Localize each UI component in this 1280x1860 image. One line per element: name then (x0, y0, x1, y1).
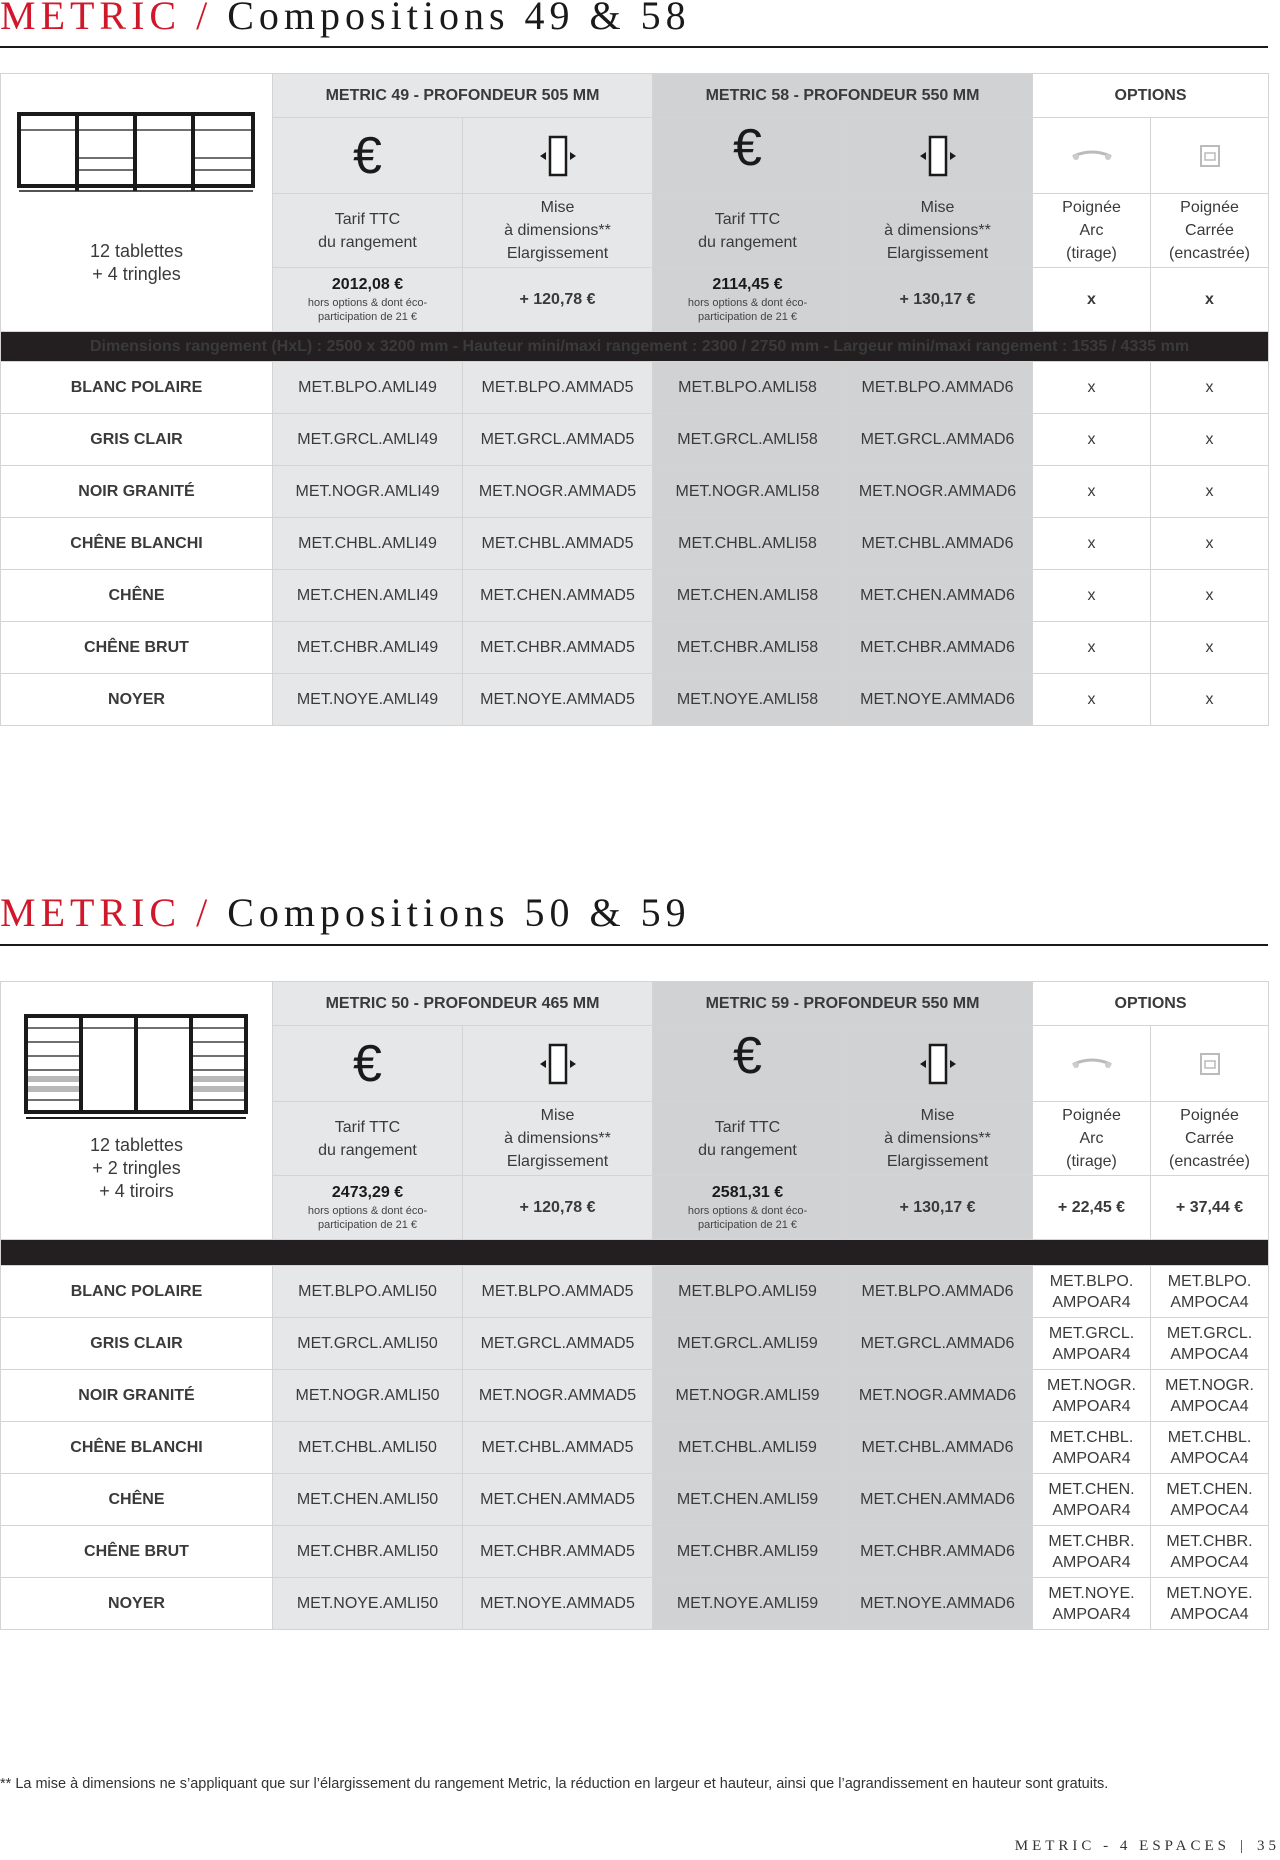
folio (1015, 1838, 1280, 1855)
ref-mise-a: MET.GRCL.AMMAD5 (463, 414, 653, 466)
table-row (1, 622, 1269, 674)
price-value: 2581,31 € (711, 1183, 784, 1201)
tarif-label (273, 194, 463, 268)
ref-tarif-b: MET.CHBL.AMLI59 (653, 1422, 843, 1474)
option-label-line: (encastrée) (1169, 245, 1250, 262)
mise-label-line: à dimensions** (504, 1130, 611, 1147)
ref-option-carree: x (1151, 570, 1269, 622)
ref-mise-a: MET.CHBL.AMMAD5 (463, 518, 653, 570)
option-label-line: Carrée (1185, 1130, 1234, 1147)
title-separator: / (196, 0, 213, 38)
price-note: hors options & dont éco-participation de 21 € (687, 296, 808, 323)
mise-label (843, 194, 1033, 268)
ref-mise-b: MET.CHBR.AMMAD6 (843, 1526, 1033, 1578)
finish-name: CHÊNE BRUT (1, 622, 273, 674)
ref-option-carree: x (1151, 414, 1269, 466)
tarif-label-line: du rangement (698, 233, 797, 251)
ref-mise-a: MET.NOYE.AMMAD5 (463, 674, 653, 726)
ref-option-arc: MET.NOYE. AMPOAR4 (1033, 1578, 1151, 1630)
ref-mise-a: MET.NOGR.AMMAD5 (463, 466, 653, 518)
mise-label-line: Elargissement (506, 245, 609, 262)
title-separator: / (196, 890, 213, 935)
resize-icon-cell (843, 118, 1033, 194)
option-carree-label (1151, 194, 1269, 268)
model-b-header: METRIC 59 - PROFONDEUR 550 MM (653, 982, 1033, 1026)
tarif-label-line: Tarif TTC (714, 210, 781, 228)
option-label-line: Poignée (1180, 1107, 1239, 1124)
title-brand: METRIC (0, 890, 182, 935)
ref-mise-b: MET.NOGR.AMMAD6 (843, 466, 1033, 518)
ref-option-carree: x (1151, 466, 1269, 518)
table-row (1, 1266, 1269, 1318)
price-value: 2114,45 € (712, 275, 783, 293)
ref-mise-a: MET.GRCL.AMMAD5 (463, 1318, 653, 1370)
euro-icon-cell (273, 1026, 463, 1102)
resize-icon-cell (463, 1026, 653, 1102)
tarif-label-line: Tarif TTC (714, 1118, 781, 1136)
ref-option-arc: MET.GRCL. AMPOAR4 (1033, 1318, 1151, 1370)
model-a-header: METRIC 50 - PROFONDEUR 465 MM (273, 982, 653, 1026)
table-row (1, 1526, 1269, 1578)
finish-name: CHÊNE (1, 1474, 273, 1526)
section-title (0, 0, 691, 39)
ref-tarif-a: MET.CHBL.AMLI49 (273, 518, 463, 570)
option-arc-label (1033, 1102, 1151, 1176)
ref-mise-a: MET.BLPO.AMMAD5 (463, 1266, 653, 1318)
composition-table (0, 73, 1269, 726)
ref-option-arc: x (1033, 362, 1151, 414)
ref-tarif-a: MET.BLPO.AMLI50 (273, 1266, 463, 1318)
ref-mise-b: MET.NOYE.AMMAD6 (843, 1578, 1033, 1630)
finish-name: CHÊNE BRUT (1, 1526, 273, 1578)
mise-label-line: à dimensions** (884, 1130, 991, 1147)
ref-mise-b: MET.BLPO.AMMAD6 (843, 1266, 1033, 1318)
ref-option-arc: x (1033, 466, 1151, 518)
finish-name: CHÊNE BLANCHI (1, 1422, 273, 1474)
ref-option-carree: MET.NOGR. AMPOCA4 (1151, 1370, 1269, 1422)
option-arc-label (1033, 194, 1151, 268)
wardrobe-diagram-icon (24, 1014, 250, 1120)
ref-mise-a: MET.CHEN.AMMAD5 (463, 1474, 653, 1526)
mise-price: + 130,17 € (843, 268, 1033, 332)
ref-tarif-b: MET.GRCL.AMLI59 (653, 1318, 843, 1370)
tarif-label-line: du rangement (318, 1141, 417, 1159)
dimension-bar (1, 1240, 1269, 1266)
ref-mise-b: MET.GRCL.AMMAD6 (843, 414, 1033, 466)
euro-icon: € (733, 118, 762, 177)
ref-mise-b: MET.CHBL.AMMAD6 (843, 518, 1033, 570)
tarif-label (273, 1102, 463, 1176)
finish-name: NOYER (1, 1578, 273, 1630)
ref-tarif-a: MET.NOGR.AMLI49 (273, 466, 463, 518)
ref-mise-a: MET.CHBR.AMMAD5 (463, 1526, 653, 1578)
tarif-label (653, 1102, 843, 1176)
ref-option-carree: MET.NOYE. AMPOCA4 (1151, 1578, 1269, 1630)
ref-mise-b: MET.NOGR.AMMAD6 (843, 1370, 1033, 1422)
option-label-line: Arc (1079, 1130, 1104, 1147)
ref-option-arc: MET.CHEN. AMPOAR4 (1033, 1474, 1151, 1526)
table-row (1, 1318, 1269, 1370)
ref-option-arc: x (1033, 518, 1151, 570)
composition-label (1, 1134, 272, 1203)
ref-tarif-a: MET.NOGR.AMLI50 (273, 1370, 463, 1422)
ref-mise-a: MET.CHEN.AMMAD5 (463, 570, 653, 622)
option-label-line: Poignée (1180, 199, 1239, 216)
option-label-line: Carrée (1185, 222, 1234, 239)
mise-label-line: Mise (540, 199, 575, 216)
ref-tarif-a: MET.CHBR.AMLI49 (273, 622, 463, 674)
handle-square-icon-cell (1151, 118, 1269, 194)
ref-mise-b: MET.CHEN.AMMAD6 (843, 1474, 1033, 1526)
tarif-label (653, 194, 843, 268)
tarif-label-line: Tarif TTC (334, 1118, 401, 1136)
ref-tarif-a: MET.BLPO.AMLI49 (273, 362, 463, 414)
table-row (1, 570, 1269, 622)
handle-square-icon-cell (1151, 1026, 1269, 1102)
ref-option-carree: MET.CHBR. AMPOCA4 (1151, 1526, 1269, 1578)
price-note: hors options & dont éco-participation de 21 € (687, 1204, 808, 1231)
euro-icon-cell (273, 118, 463, 194)
ref-mise-b: MET.GRCL.AMMAD6 (843, 1318, 1033, 1370)
ref-mise-a: MET.NOGR.AMMAD5 (463, 1370, 653, 1422)
title-rule (0, 46, 1268, 48)
handle-arc-icon (1070, 1054, 1114, 1074)
ref-option-arc: MET.CHBR. AMPOAR4 (1033, 1526, 1151, 1578)
mise-label-line: Elargissement (506, 1153, 609, 1170)
table-row (1, 518, 1269, 570)
handle-arc-icon-cell (1033, 1026, 1151, 1102)
option-arc-price: x (1033, 268, 1151, 332)
composition-line: 12 tablettes (89, 241, 184, 261)
ref-tarif-b: MET.NOGR.AMLI58 (653, 466, 843, 518)
resize-door-icon (916, 1042, 960, 1086)
ref-tarif-a: MET.CHEN.AMLI49 (273, 570, 463, 622)
ref-mise-a: MET.NOYE.AMMAD5 (463, 1578, 653, 1630)
price-note: hors options & dont éco-participation de 21 € (307, 1204, 428, 1231)
ref-mise-b: MET.NOYE.AMMAD6 (843, 674, 1033, 726)
composition-label (1, 240, 272, 286)
ref-option-carree: x (1151, 362, 1269, 414)
ref-option-carree: x (1151, 674, 1269, 726)
mise-label-line: Elargissement (886, 1153, 989, 1170)
finish-name: NOYER (1, 674, 273, 726)
option-label-line: (tirage) (1066, 1153, 1117, 1170)
option-label-line: Poignée (1062, 199, 1121, 216)
ref-tarif-b: MET.BLPO.AMLI58 (653, 362, 843, 414)
handle-square-icon (1199, 1052, 1221, 1076)
ref-option-arc: x (1033, 570, 1151, 622)
ref-tarif-a: MET.NOYE.AMLI49 (273, 674, 463, 726)
ref-mise-a: MET.CHBR.AMMAD5 (463, 622, 653, 674)
euro-icon: € (353, 126, 382, 185)
title-brand: METRIC (0, 0, 182, 38)
price-note: hors options & dont éco-participation de 21 € (307, 296, 428, 323)
options-header: OPTIONS (1033, 982, 1269, 1026)
option-carree-price: x (1151, 268, 1269, 332)
table-row (1, 1578, 1269, 1630)
resize-icon-cell (463, 118, 653, 194)
ref-tarif-a: MET.CHEN.AMLI50 (273, 1474, 463, 1526)
ref-mise-a: MET.CHBL.AMMAD5 (463, 1422, 653, 1474)
ref-tarif-a: MET.CHBL.AMLI50 (273, 1422, 463, 1474)
section-title (0, 889, 691, 936)
ref-tarif-a: MET.NOYE.AMLI50 (273, 1578, 463, 1630)
ref-option-carree: MET.CHEN. AMPOCA4 (1151, 1474, 1269, 1526)
mise-label-line: Mise (920, 199, 955, 216)
mise-label-line: Mise (540, 1107, 575, 1124)
mise-label-line: Elargissement (886, 245, 989, 262)
handle-arc-icon-cell (1033, 118, 1151, 194)
title-text: Compositions 49 & 58 (227, 0, 691, 38)
page-number: 35 (1257, 1838, 1280, 1854)
ref-tarif-b: MET.NOYE.AMLI58 (653, 674, 843, 726)
option-carree-label (1151, 1102, 1269, 1176)
price-value: 2473,29 € (331, 1183, 404, 1201)
title-text: Compositions 50 & 59 (227, 890, 691, 935)
mise-label-line: à dimensions** (884, 222, 991, 239)
table-row (1, 466, 1269, 518)
price-cell (273, 268, 463, 332)
ref-option-carree: x (1151, 622, 1269, 674)
price-cell (273, 1176, 463, 1240)
euro-icon: € (353, 1034, 382, 1093)
ref-option-arc: x (1033, 414, 1151, 466)
ref-tarif-b: MET.NOGR.AMLI59 (653, 1370, 843, 1422)
composition-line: 12 tablettes (89, 1135, 184, 1155)
mise-label (463, 1102, 653, 1176)
price-cell (653, 268, 843, 332)
table-row (1, 1474, 1269, 1526)
option-label-line: (tirage) (1066, 245, 1117, 262)
ref-option-carree: MET.GRCL. AMPOCA4 (1151, 1318, 1269, 1370)
table-row (1, 362, 1269, 414)
composition-cell (1, 982, 273, 1240)
composition-cell (1, 74, 273, 332)
ref-option-carree: MET.BLPO. AMPOCA4 (1151, 1266, 1269, 1318)
folio-separator: | (1239, 1838, 1247, 1854)
mise-label-line: Mise (920, 1107, 955, 1124)
composition-line: + 4 tringles (92, 264, 181, 284)
wardrobe-diagram-icon (17, 112, 257, 222)
ref-option-arc: MET.NOGR. AMPOAR4 (1033, 1370, 1151, 1422)
mise-price: + 130,17 € (843, 1176, 1033, 1240)
finish-name: GRIS CLAIR (1, 414, 273, 466)
options-header: OPTIONS (1033, 74, 1269, 118)
table-row (1, 414, 1269, 466)
ref-mise-b: MET.CHBR.AMMAD6 (843, 622, 1033, 674)
mise-label (843, 1102, 1033, 1176)
resize-icon-cell (843, 1026, 1033, 1102)
composition-line: + 2 tringles (92, 1158, 181, 1178)
mise-price: + 120,78 € (463, 1176, 653, 1240)
ref-option-carree: MET.CHBL. AMPOCA4 (1151, 1422, 1269, 1474)
finish-name: CHÊNE (1, 570, 273, 622)
price-value: 2012,08 € (331, 275, 404, 293)
ref-tarif-b: MET.CHEN.AMLI59 (653, 1474, 843, 1526)
euro-icon-cell (653, 118, 843, 194)
tarif-label-line: du rangement (318, 233, 417, 251)
option-label-line: Poignée (1062, 1107, 1121, 1124)
tarif-label-line: Tarif TTC (334, 210, 401, 228)
composition-line: + 4 tiroirs (99, 1181, 174, 1201)
resize-door-icon (536, 1042, 580, 1086)
ref-tarif-a: MET.GRCL.AMLI49 (273, 414, 463, 466)
resize-door-icon (916, 134, 960, 178)
ref-option-arc: MET.CHBL. AMPOAR4 (1033, 1422, 1151, 1474)
finish-name: NOIR GRANITÉ (1, 1370, 273, 1422)
finish-name: GRIS CLAIR (1, 1318, 273, 1370)
ref-mise-b: MET.CHEN.AMMAD6 (843, 570, 1033, 622)
model-b-header: METRIC 58 - PROFONDEUR 550 MM (653, 74, 1033, 118)
table-row (1, 674, 1269, 726)
ref-tarif-b: MET.CHBL.AMLI58 (653, 518, 843, 570)
ref-tarif-b: MET.CHBR.AMLI58 (653, 622, 843, 674)
euro-icon: € (733, 1026, 762, 1085)
option-label-line: Arc (1079, 222, 1104, 239)
folio-label: METRIC - 4 ESPACES (1014, 1838, 1230, 1854)
ref-tarif-b: MET.NOYE.AMLI59 (653, 1578, 843, 1630)
handle-arc-icon (1070, 146, 1114, 166)
option-carree-price: + 37,44 € (1151, 1176, 1269, 1240)
ref-option-arc: MET.BLPO. AMPOAR4 (1033, 1266, 1151, 1318)
ref-tarif-b: MET.GRCL.AMLI58 (653, 414, 843, 466)
ref-option-arc: x (1033, 622, 1151, 674)
resize-door-icon (536, 134, 580, 178)
ref-tarif-b: MET.CHEN.AMLI58 (653, 570, 843, 622)
mise-price: + 120,78 € (463, 268, 653, 332)
composition-table (0, 981, 1269, 1630)
finish-name: CHÊNE BLANCHI (1, 518, 273, 570)
ref-tarif-b: MET.CHBR.AMLI59 (653, 1526, 843, 1578)
ref-mise-b: MET.CHBL.AMMAD6 (843, 1422, 1033, 1474)
finish-name: BLANC POLAIRE (1, 362, 273, 414)
ref-mise-a: MET.BLPO.AMMAD5 (463, 362, 653, 414)
table-row (1, 1370, 1269, 1422)
ref-tarif-b: MET.BLPO.AMLI59 (653, 1266, 843, 1318)
tarif-label-line: du rangement (698, 1141, 797, 1159)
title-rule (0, 944, 1268, 946)
ref-tarif-a: MET.GRCL.AMLI50 (273, 1318, 463, 1370)
mise-label-line: à dimensions** (504, 222, 611, 239)
euro-icon-cell (653, 1026, 843, 1102)
finish-name: BLANC POLAIRE (1, 1266, 273, 1318)
table-row (1, 1422, 1269, 1474)
option-label-line: (encastrée) (1169, 1153, 1250, 1170)
ref-tarif-a: MET.CHBR.AMLI50 (273, 1526, 463, 1578)
mise-label (463, 194, 653, 268)
handle-square-icon (1199, 144, 1221, 168)
price-cell (653, 1176, 843, 1240)
ref-option-arc: x (1033, 674, 1151, 726)
finish-name: NOIR GRANITÉ (1, 466, 273, 518)
footnote: ** La mise à dimensions ne s’appliquant que sur l’élargissement du rangement Metric, la réduction en largeur et hauteur, ainsi que l’agrandissement en hauteur sont gratuits. (0, 1776, 1109, 1792)
model-a-header: METRIC 49 - PROFONDEUR 505 MM (273, 74, 653, 118)
dimension-bar: Dimensions rangement (HxL) : 2500 x 3200 mm - Hauteur mini/maxi rangement : 2300 / 2750 mm - Largeur mini/maxi rangement : 1535 / 4335 mm (1, 332, 1269, 362)
ref-mise-b: MET.BLPO.AMMAD6 (843, 362, 1033, 414)
option-arc-price: + 22,45 € (1033, 1176, 1151, 1240)
ref-option-carree: x (1151, 518, 1269, 570)
